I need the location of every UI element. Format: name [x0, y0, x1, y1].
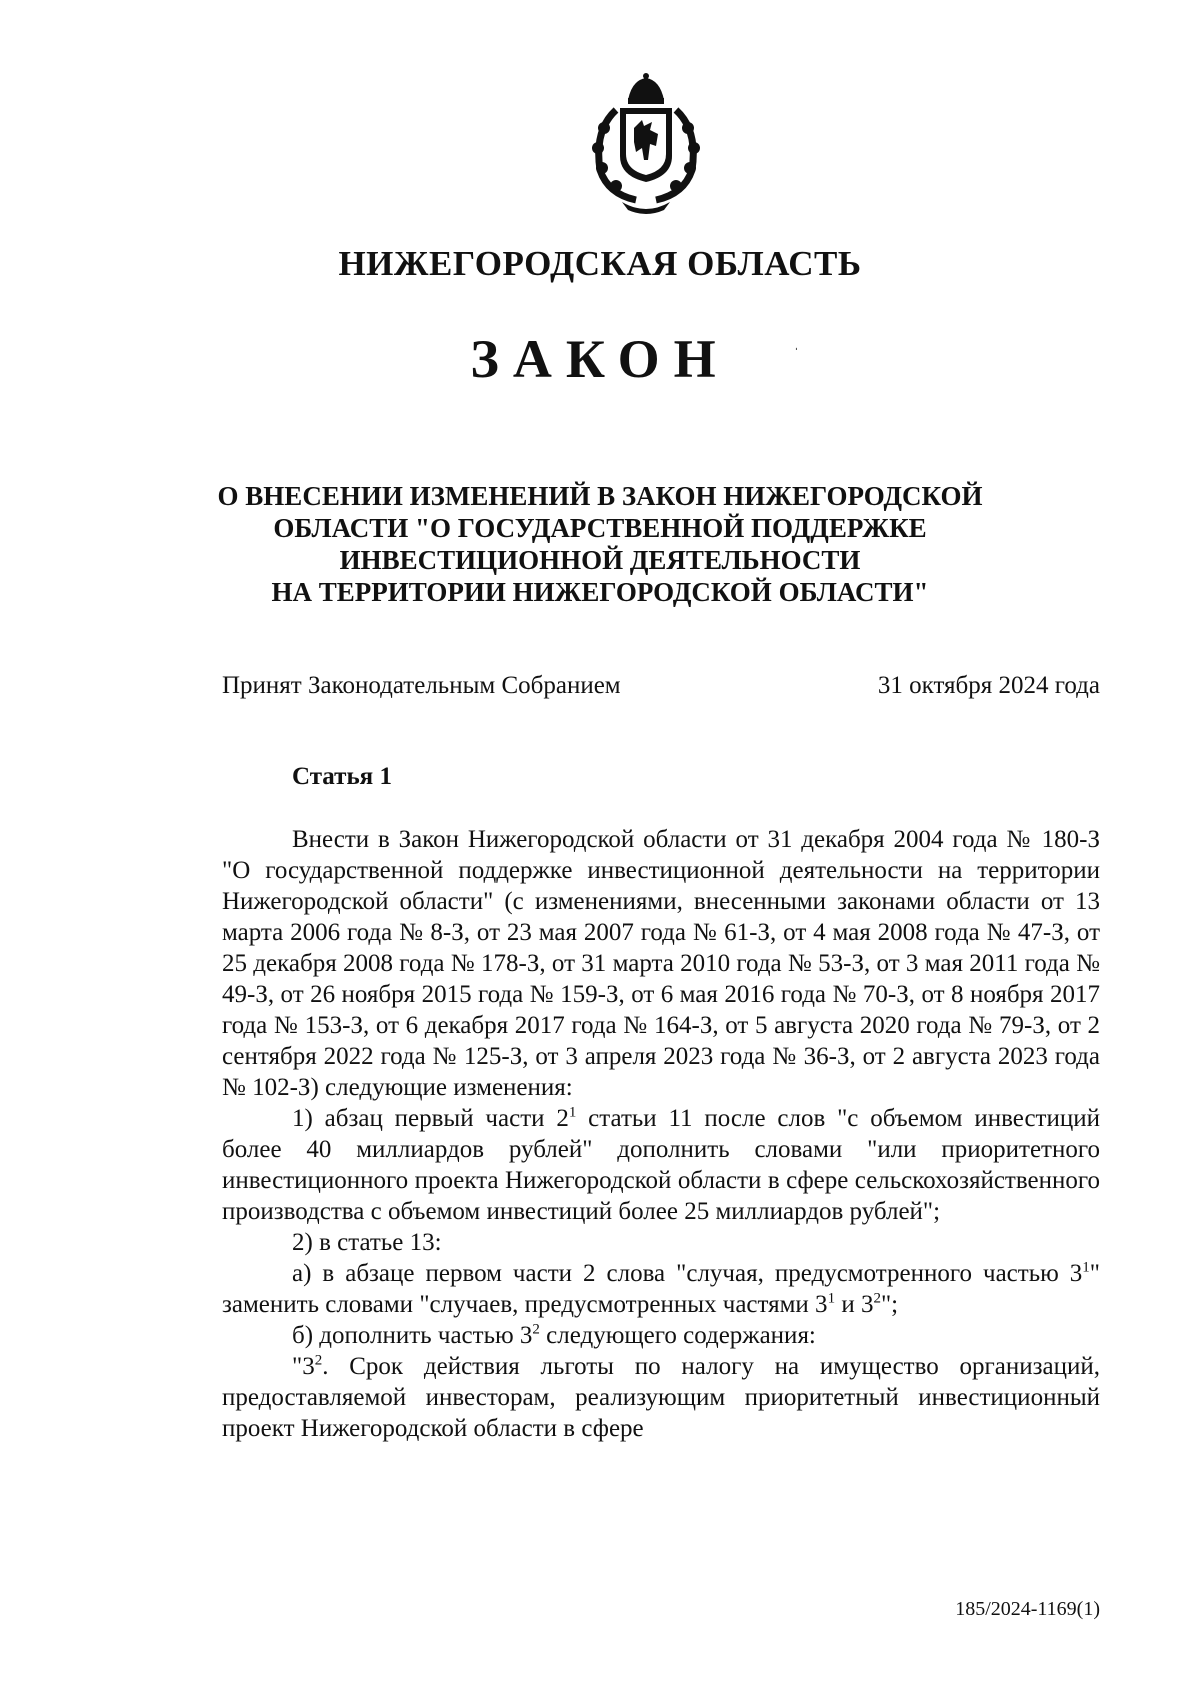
law-title-line: НА ТЕРРИТОРИИ НИЖЕГОРОДСКОЙ ОБЛАСТИ": [271, 577, 929, 607]
region-name: НИЖЕГОРОДСКАЯ ОБЛАСТЬ: [338, 244, 862, 283]
adoption-label: Принят Законодательным Собранием: [222, 672, 621, 699]
document-number: 185/2024-1169(1): [955, 1598, 1100, 1620]
document-type: ЗАКОН: [470, 329, 730, 389]
stray-mark: ˌ: [794, 336, 799, 351]
amendment-item-2a: а) в абзаце первом части 2 слова "случая, предусмотренного частью $3^1$" заменить словами "случаев, предусмотренных частями $3^1$ и $3^2$";: [222, 1259, 1100, 1318]
coat-of-arms-emblem-icon: [572, 70, 720, 218]
quoted-provision: "$3^2$. Срок действия льготы по налогу на имущество организаций, предоставляемой инвесторам, реализующим приоритетный инвестиционный проект Нижегородской области в сфере: [222, 1352, 1100, 1442]
law-title-line: ИНВЕСТИЦИОННОЙ ДЕЯТЕЛЬНОСТИ: [339, 545, 861, 575]
law-title-line: ОБЛАСТИ "О ГОСУДАРСТВЕННОЙ ПОДДЕРЖКЕ: [273, 513, 927, 543]
article-intro-paragraph: Внести в Закон Нижегородской области от 31 декабря 2004 года № 180-З "О государственной поддержке инвестиционной деятельности на территории Нижегородской области" (с изменениями, внесенными законами области от 13 марта 2006 года № 8-З, от 23 мая 2007 года № 61-З, от 4 мая 2008 года № 47-З, от 25 декабря 2008 года № 178-З, от 31 марта 2010 года № 53-З, от 3 мая 2011 года № 49-З, от 26 ноября 2015 года № 159-З, от 6 мая 2016 года № 70-З, от 8 ноября 2017 года № 153-З, от 6 декабря 2017 года № 164-З, от 5 августа 2020 года № 79-З, от 2 сентября 2022 года № 125-З, от 3 апреля 2023 года № 36-З, от 2 августа 2023 года № 102-З) следующие изменения:: [222, 826, 1100, 1101]
law-title: [150, 480, 1050, 608]
adoption-date: 31 октября 2024 года: [877, 672, 1100, 699]
article-heading: Статья 1: [292, 763, 392, 790]
amendment-item-1: 1) абзац первый части $2^1$ статьи 11 после слов "с объемом инвестиций более 40 миллиардов рублей" дополнить словами "или приоритетного инвестиционного проекта Нижегородской области в сфере сельскохозяйственного производства с объемом инвестиций более 25 миллиардов рублей";: [222, 1104, 1100, 1225]
adoption-line: [222, 672, 1100, 700]
amendment-item-2b: б) дополнить частью $3^2$ следующего содержания:: [292, 1321, 816, 1349]
law-title-line: О ВНЕСЕНИИ ИЗМЕНЕНИЙ В ЗАКОН НИЖЕГОРОДСКОЙ: [217, 481, 983, 511]
amendment-item-2: 2) в статье 13:: [292, 1229, 442, 1256]
article-body: [222, 824, 1100, 1444]
